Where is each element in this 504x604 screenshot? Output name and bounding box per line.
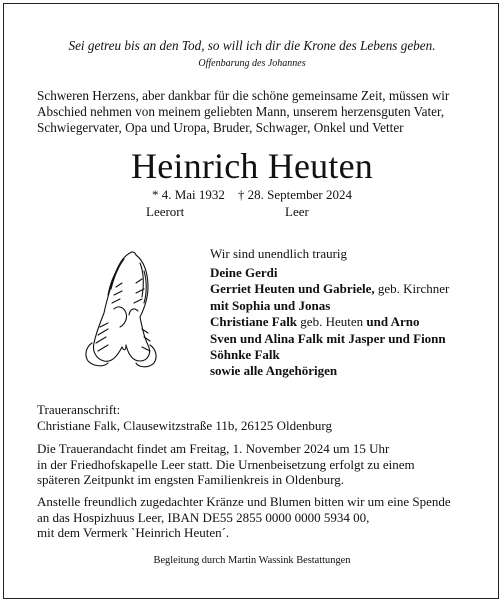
mourner-line: Gerriet Heuten und Gabriele, geb. Kirchner xyxy=(210,281,450,297)
service-line: Die Trauerandacht findet am Freitag, 1. November 2024 um 15 Uhr xyxy=(37,441,390,456)
intro-line: Abschied nehmen von meinem geliebten Mann, unserem herzensguten Vater, xyxy=(37,104,445,119)
mourner-line: sowie alle Angehörigen xyxy=(210,363,338,379)
mourner-line: Sven und Alina Falk mit Jasper und Fionn xyxy=(210,330,446,346)
mourner-line: Söhnke Falk xyxy=(210,347,280,363)
mourner-line: Christiane Falk geb. Heuten und Arno xyxy=(210,314,420,330)
verse-source: Offenbarung des Johannes xyxy=(198,58,306,69)
address-block xyxy=(37,402,332,433)
mourning-intro: Wir sind unendlich traurig xyxy=(210,246,348,261)
intro-line: Schweren Herzens, aber dankbar für die schöne gemeinsame Zeit, müssen wir xyxy=(37,88,450,103)
donation-line: mit dem Vermerk `Heinrich Heuten´. xyxy=(37,525,230,540)
service-line: späteren Zeitpunkt im engsten Familienkreis in Oldenburg. xyxy=(37,472,345,487)
donation-block xyxy=(37,494,451,541)
mourner-line: mit Sophia und Jonas xyxy=(210,297,331,313)
address-line: Christiane Falk, Clausewitzstraße 11b, 26125 Oldenburg xyxy=(37,417,332,433)
intro-line: Schwiegervater, Opa und Uropa, Bruder, Schwager, Onkel und Vetter xyxy=(37,120,404,135)
deceased-name: Heinrich Heuten xyxy=(131,146,373,186)
intro-text xyxy=(37,88,449,136)
service-block xyxy=(37,441,415,488)
praying-hands-icon xyxy=(78,243,168,373)
donation-line: an das Hospizhuus Leer, IBAN DE55 2855 0000 0000 5934 00, xyxy=(37,509,370,525)
donation-line: Anstelle freundlich zugedachter Kränze und Blumen bitten wir um eine Spende xyxy=(37,494,451,509)
mourners-list xyxy=(210,265,449,380)
life-dates: * 4. Mai 1932 † 28. September 2024 xyxy=(151,187,353,202)
birth-place: Leerort xyxy=(146,204,185,219)
mourner-line: Deine Gerdi xyxy=(210,265,278,280)
death-place: Leer xyxy=(285,204,309,219)
bible-verse: Sei getreu bis an den Tod, so will ich dir die Krone des Lebens geben. xyxy=(68,38,436,53)
funeral-home-credit: Begleitung durch Martin Wassink Bestattungen xyxy=(153,555,351,566)
service-line: in der Friedhofskapelle Leer statt. Die Urnenbeisetzung erfolgt zu einem xyxy=(37,456,415,472)
address-label: Traueranschrift: xyxy=(37,402,121,417)
